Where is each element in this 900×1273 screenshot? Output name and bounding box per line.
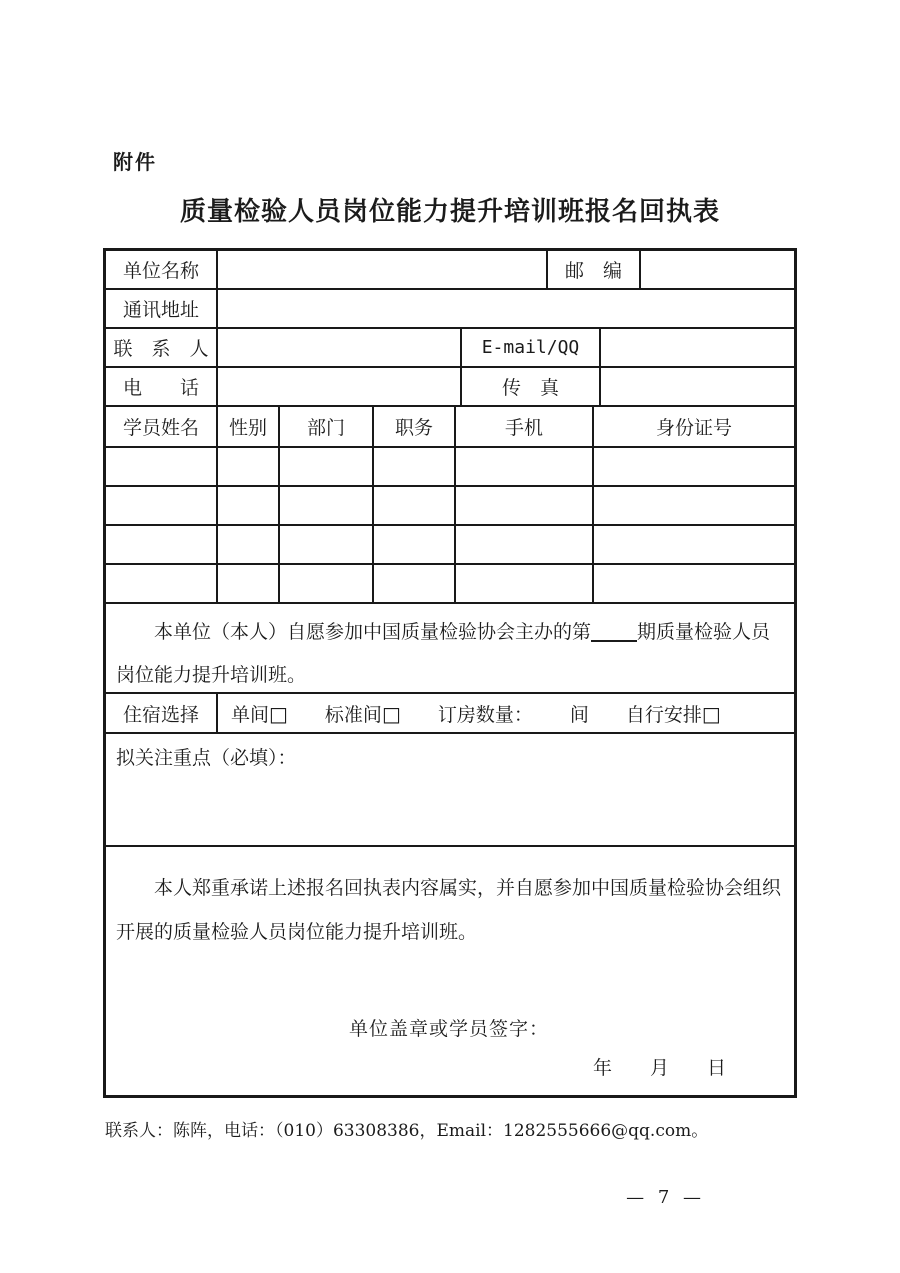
student-id-cell	[594, 487, 794, 524]
student-name-cell	[106, 487, 218, 524]
address-field	[218, 290, 794, 327]
student-id-cell	[594, 448, 794, 485]
statement-text-before: 本单位（本人）自愿参加中国质量检验协会主办的第	[154, 621, 592, 643]
student-gender-cell	[218, 526, 280, 563]
header-position: 职务	[374, 407, 456, 446]
student-department-cell	[280, 448, 374, 485]
row-address	[106, 290, 794, 329]
student-position-cell	[374, 448, 456, 485]
self-arrange-label: 自行安排	[625, 703, 702, 726]
pledge-text: 本人郑重承诺上述报名回执表内容属实，并自愿参加中国质量检验协会组织开展的质量检验人员岗位能力提升培训班。	[116, 877, 782, 943]
option-single-room	[231, 700, 288, 727]
email-qq-field	[601, 329, 794, 366]
page-number: — 7 —	[626, 1187, 705, 1208]
address-label: 通讯地址	[106, 290, 218, 327]
contact-field	[218, 329, 462, 366]
unit-name-label: 单位名称	[106, 251, 218, 288]
single-room-checkbox-icon: □	[269, 701, 288, 726]
student-id-cell	[594, 526, 794, 563]
page-title: 质量检验人员岗位能力提升培训班报名回执表	[179, 197, 720, 227]
student-gender-cell	[218, 448, 280, 485]
student-id-cell	[594, 565, 794, 602]
postal-code-field	[641, 251, 794, 288]
single-room-label: 单间	[231, 703, 270, 726]
header-mobile: 手机	[456, 407, 594, 446]
students-header-row	[106, 407, 794, 448]
focus-row	[106, 734, 794, 847]
header-id-number: 身份证号	[655, 417, 732, 439]
registration-form-table	[103, 248, 797, 1098]
row-phone	[106, 368, 794, 407]
phone-label: 电 话	[106, 368, 218, 405]
accommodation-label: 住宿选择	[106, 694, 218, 732]
student-name-cell	[106, 565, 218, 602]
accommodation-options	[218, 694, 794, 732]
accommodation-row	[106, 694, 794, 734]
contact-footer-note: 联系人：陈阵，电话：（010）63308386，Email：1282555666@qq.com。	[105, 1121, 709, 1141]
student-row	[106, 487, 794, 526]
participation-statement-row	[106, 604, 794, 694]
row-contact	[106, 329, 794, 368]
student-mobile-cell	[456, 487, 594, 524]
header-department: 部门	[280, 407, 374, 446]
student-mobile-cell	[456, 448, 594, 485]
room-unit-label: 间	[569, 703, 589, 726]
student-name-cell	[106, 448, 218, 485]
header-gender: 性别	[218, 407, 280, 446]
student-row	[106, 448, 794, 487]
postal-code-label: 邮 编	[548, 251, 641, 288]
booking-quantity-label: 订房数量：	[437, 703, 533, 726]
pledge-row	[106, 847, 794, 1095]
attachment-label: 附件	[113, 150, 157, 174]
email-qq-label: E-mail/QQ	[462, 329, 601, 366]
row-unit-name	[106, 251, 794, 290]
fax-field	[601, 368, 794, 405]
unit-name-field	[218, 251, 548, 288]
focus-field	[106, 734, 794, 845]
student-row	[106, 565, 794, 604]
student-department-cell	[280, 487, 374, 524]
student-gender-cell	[218, 565, 280, 602]
session-number-blank	[591, 623, 637, 642]
student-position-cell	[374, 526, 456, 563]
contact-label: 联 系 人	[106, 329, 218, 366]
statement-text-after: 期质量检验人员岗位能力提升培训班。	[116, 621, 771, 686]
student-mobile-cell	[456, 565, 594, 602]
participation-statement	[106, 604, 794, 692]
self-arrange-checkbox-icon: □	[701, 701, 721, 726]
student-mobile-cell	[456, 526, 594, 563]
focus-label: 拟关注重点（必填）：	[116, 747, 297, 769]
standard-room-checkbox-icon: □	[381, 701, 401, 726]
student-department-cell	[280, 565, 374, 602]
option-standard-room	[325, 700, 401, 727]
pledge-section	[106, 847, 794, 1095]
fax-label: 传 真	[462, 368, 601, 405]
student-name-cell	[106, 526, 218, 563]
phone-field	[218, 368, 462, 405]
option-self-arrange	[626, 700, 721, 727]
student-gender-cell	[218, 487, 280, 524]
header-student-name: 学员姓名	[106, 407, 218, 446]
date-line: 年 月 日	[592, 1057, 726, 1080]
student-row	[106, 526, 794, 565]
standard-room-label: 标准间	[324, 703, 382, 726]
student-department-cell	[280, 526, 374, 563]
student-position-cell	[374, 487, 456, 524]
signature-label: 单位盖章或学员签字：	[348, 1018, 549, 1041]
student-position-cell	[374, 565, 456, 602]
